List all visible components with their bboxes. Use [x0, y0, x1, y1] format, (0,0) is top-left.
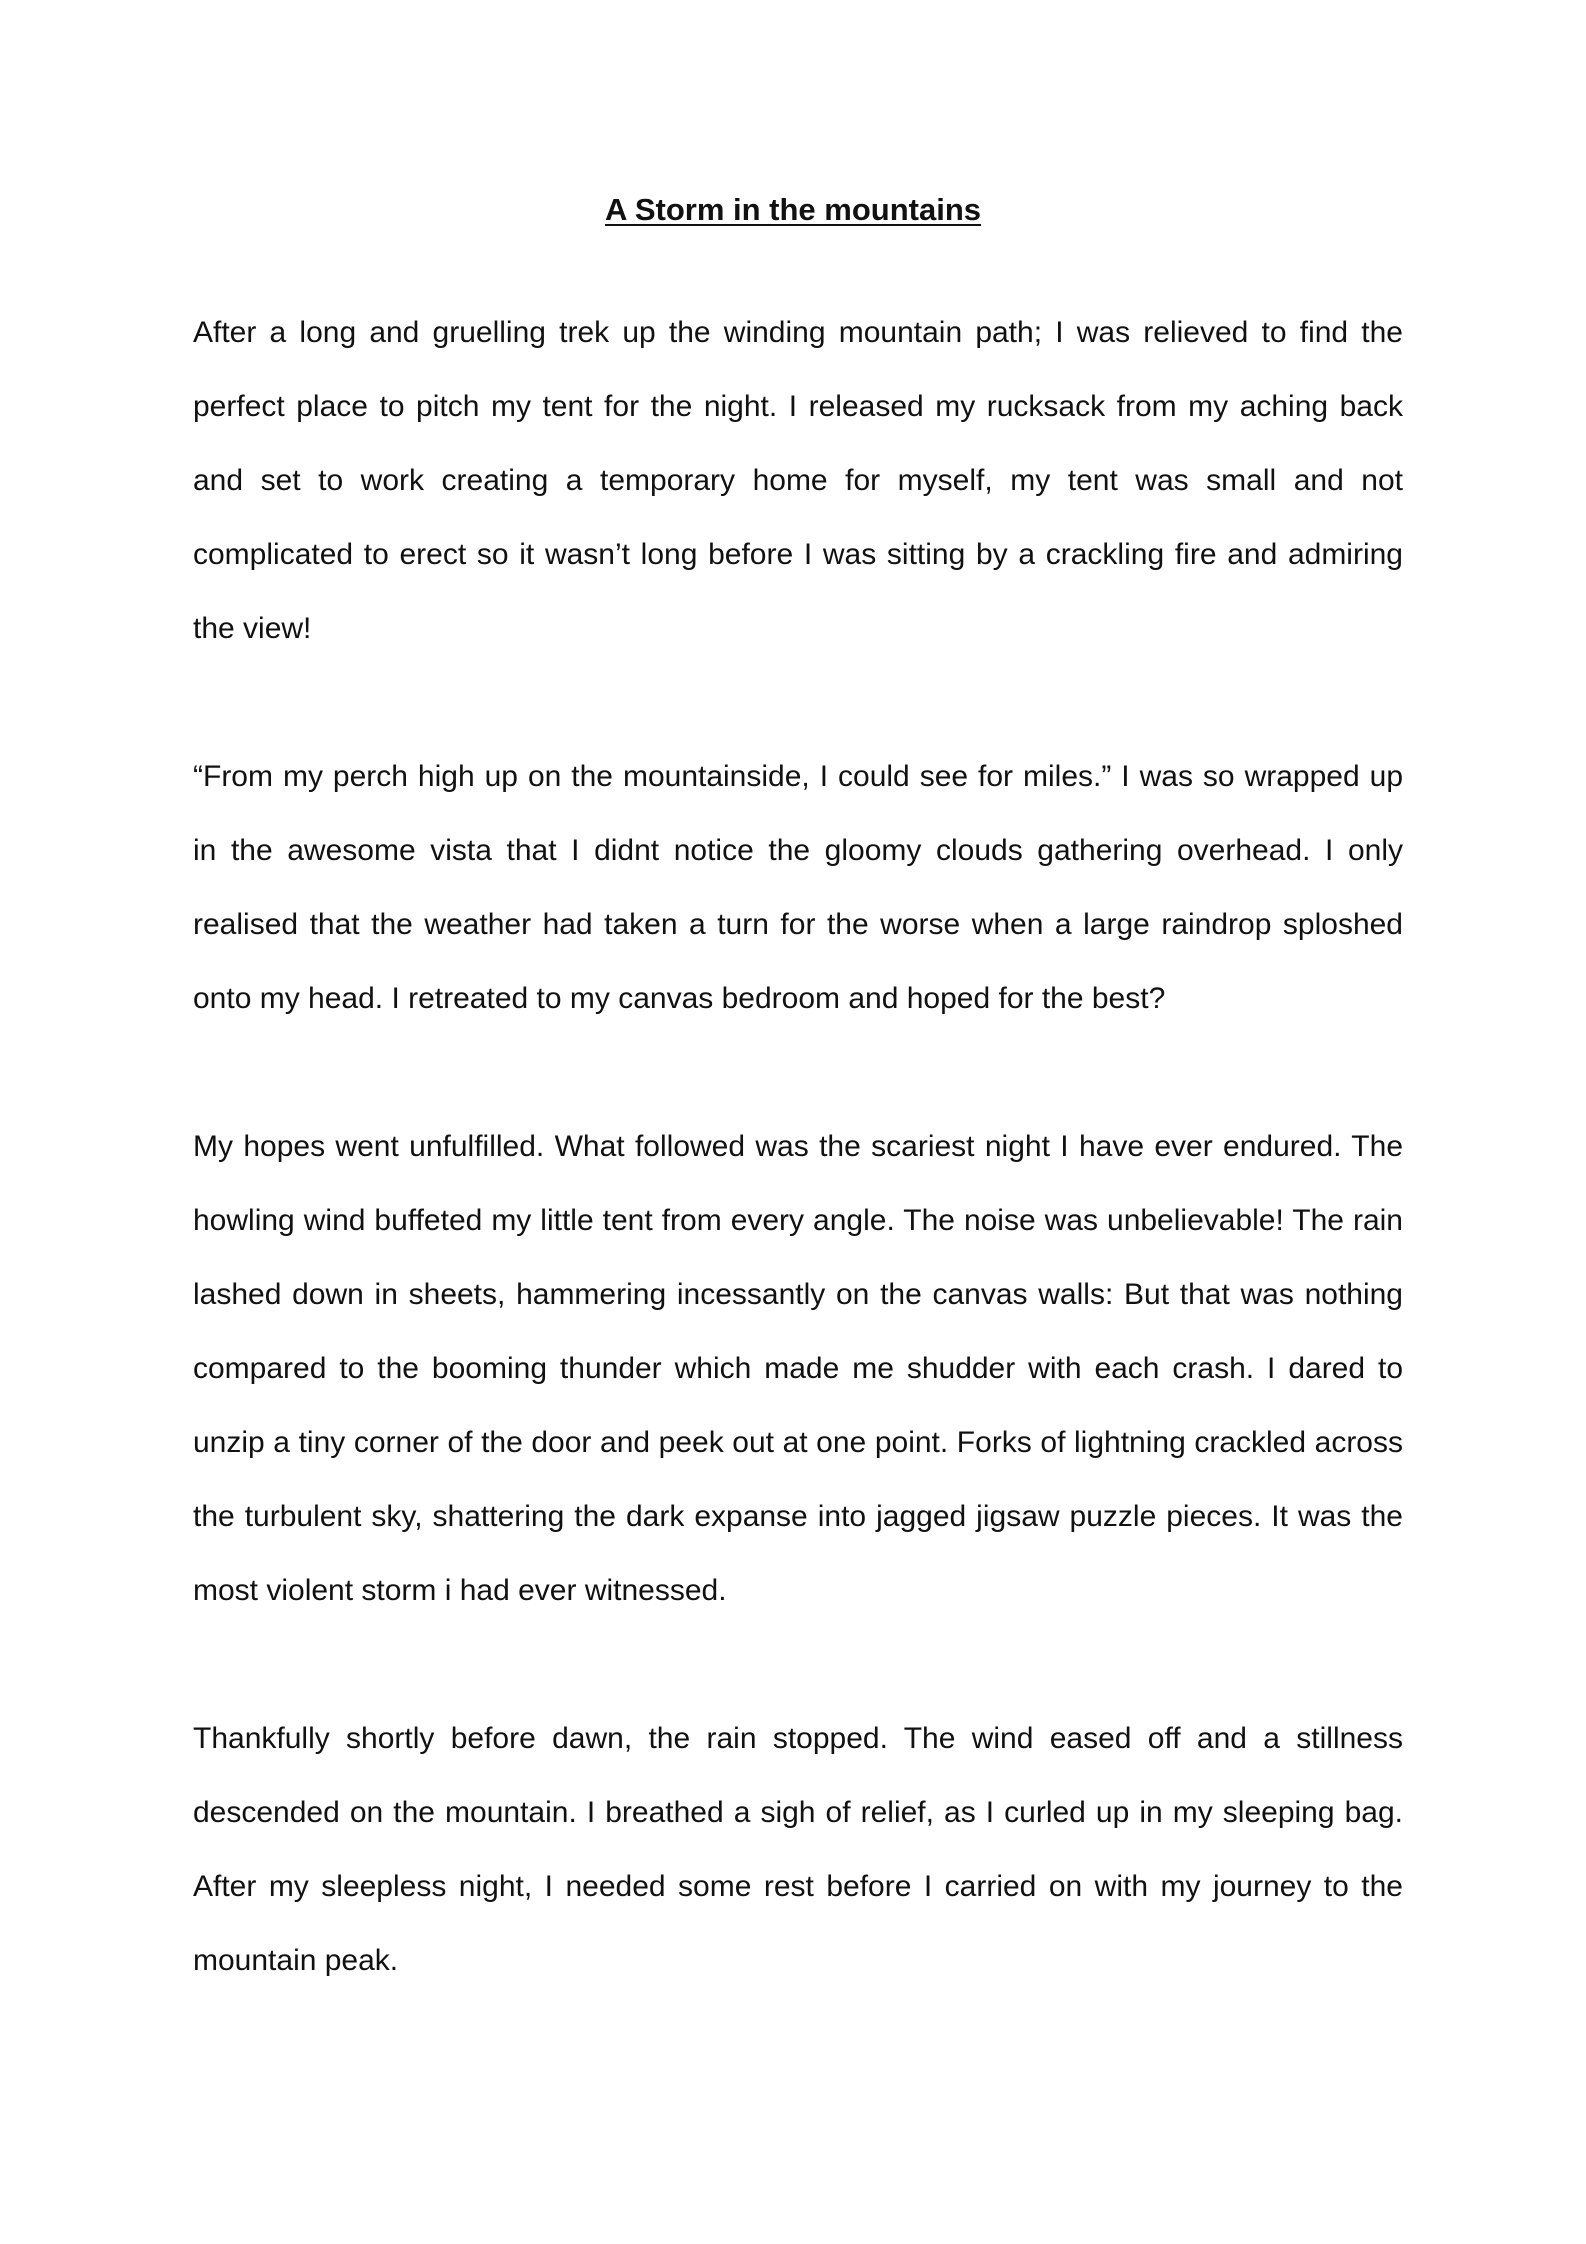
- document-title: A Storm in the mountains: [604, 192, 982, 227]
- paragraph-4: Thankfully shortly before dawn, the rain stopped. The wind eased off and a stillness descended on the mountain. I breathed a sigh of relief, as I curled up in my sleeping bag. After my sleepless night, I needed some rest before I carried on with my journey to the mountain peak.: [193, 1722, 1403, 1977]
- document-body: [193, 296, 1403, 2072]
- paragraph-2: “From my perch high up on the mountainside, I could see for miles.” I was so wrapped up in the awesome vista that I didnt notice the gloomy clouds gathering overhead. I only realised that the weather had taken a turn for the worse when a large raindrop sploshed onto my head. I retreated to my canvas bedroom and hoped for the best?: [193, 760, 1403, 1015]
- paragraph-3: My hopes went unfulfilled. What followed was the scariest night I have ever endured. The howling wind buffeted my little tent from every angle. The noise was unbelievable! The rain lashed down in sheets, hammering incessantly on the canvas walls: But that was nothing compared to the booming thunder which made me shudder with each crash. I dared to unzip a tiny corner of the door and peek out at one point. Forks of lightning crackled across the turbulent sky, shattering the dark expanse into jagged jigsaw puzzle pieces. It was the most violent storm i had ever witnessed.: [193, 1130, 1403, 1607]
- paragraph-1: After a long and gruelling trek up the winding mountain path; I was relieved to find the perfect place to pitch my tent for the night. I released my rucksack from my aching back and set to work creating a temporary home for myself, my tent was small and not complicated to erect so it wasn’t long before I was sitting by a crackling fire and admiring the view!: [193, 316, 1403, 645]
